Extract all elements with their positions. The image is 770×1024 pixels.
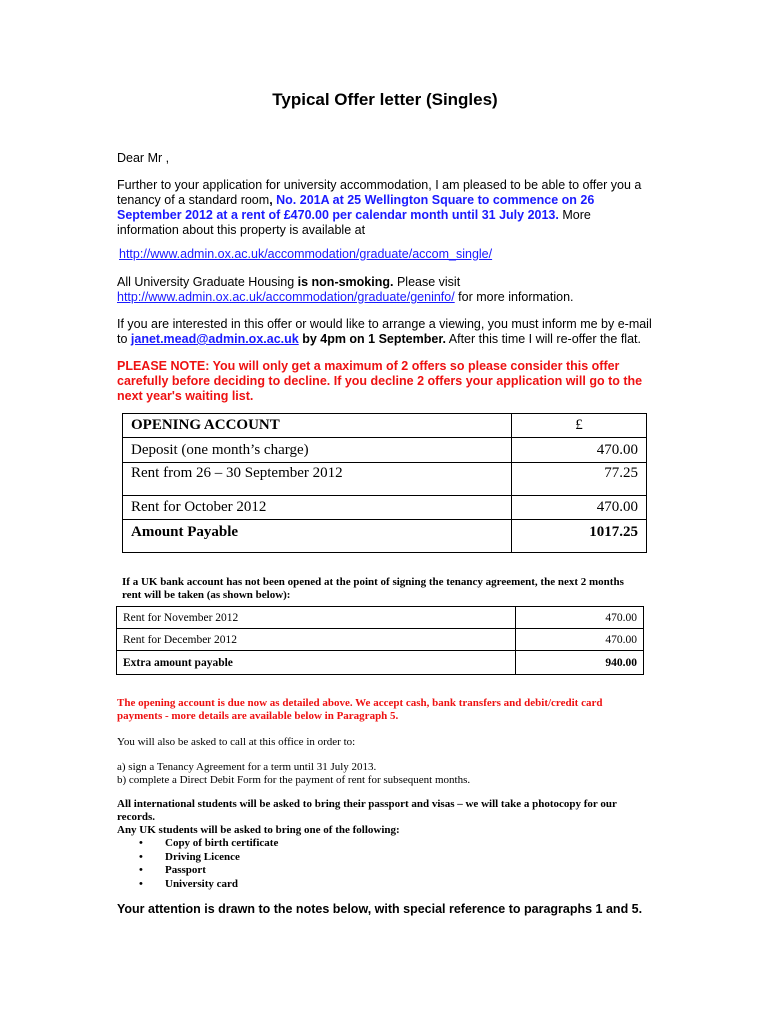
offer-line-4: information about this property is available at (117, 223, 366, 237)
row-amount: 77.25 (512, 463, 647, 496)
viewing-line-1: If you are interested in this offer or would like to arrange a viewing, you must inform me by e-mail (117, 317, 652, 331)
steps-list (117, 761, 677, 787)
table-row (123, 438, 647, 463)
viewing-line-2 (117, 332, 687, 347)
bullet-icon: • (139, 837, 143, 849)
call-office-text: You will also be asked to call at this office in order to: (117, 736, 356, 748)
bring-items-list (117, 837, 517, 891)
offer-room-details: No. 201A at 25 Wellington Square to commence on 26 (272, 193, 595, 207)
non-smoking-bold: is non-smoking. (297, 275, 394, 289)
opening-account-header: OPENING ACCOUNT (123, 414, 512, 438)
salutation: Dear Mr , (117, 151, 170, 165)
viewing-post: After this time I will re-offer the flat. (445, 332, 641, 346)
please-note-line-1: PLEASE NOTE: You will only get a maximum of 2 offers so please consider this offer (117, 359, 620, 373)
row-label: Deposit (one month’s charge) (123, 438, 512, 463)
email-link[interactable]: janet.mead@admin.ox.ac.uk (130, 332, 299, 346)
non-smoking-pre: All University Graduate Housing (117, 275, 298, 289)
row-label: Rent for October 2012 (123, 496, 512, 520)
non-smoking-post: Please visit (393, 275, 461, 289)
bullet-icon: • (139, 864, 143, 876)
opening-account-table (122, 413, 647, 553)
viewing-to: to (117, 332, 131, 346)
offer-line-2-text: tenancy of a standard room (117, 193, 270, 207)
currency-header: £ (512, 414, 647, 438)
geninfo-link[interactable]: http://www.admin.ox.ac.uk/accommodation/graduate/geninfo/ (117, 290, 455, 304)
row-label: Rent for November 2012 (117, 607, 516, 629)
table-total-row (123, 520, 647, 553)
row-amount: 470.00 (512, 438, 647, 463)
step-b: b) complete a Direct Debit Form for the payment of rent for subsequent months. (117, 774, 471, 786)
extra-account-table (116, 606, 644, 675)
list-item (117, 837, 517, 851)
offer-line-3 (117, 208, 677, 223)
intl-line-1: All international students will be asked to bring their passport and visas – we will take a photocopy for our (117, 798, 617, 810)
step-a: a) sign a Tenancy Agreement for a term until 31 July 2013. (117, 761, 377, 773)
row-amount: 470.00 (516, 607, 644, 629)
table-row (117, 629, 644, 651)
viewing-deadline: by 4pm on 1 September. (298, 332, 446, 346)
please-note-line-2: carefully before deciding to decline. If you decline 2 offers your application will go to the (117, 374, 643, 388)
intl-line-2: records. (117, 811, 155, 823)
list-item-text: University card (165, 877, 239, 890)
extra-amount-label: Extra amount payable (117, 651, 516, 675)
table-row (117, 607, 644, 629)
offer-comma: , (269, 193, 273, 207)
non-smoking-line-1 (117, 275, 677, 290)
geninfo-after: for more information. (454, 290, 574, 304)
international-students-note (117, 798, 677, 837)
table-row (123, 463, 647, 496)
list-item (117, 864, 517, 878)
uk-bank-note-line-1: If a UK bank account has not been opened at the point of signing the tenancy agreement, the next 2 months (122, 576, 624, 588)
offer-line-1: Further to your application for university accommodation, I am pleased to be able to offer you a (117, 178, 642, 192)
amount-payable-label: Amount Payable (123, 520, 512, 553)
offer-line-2 (117, 193, 677, 208)
offer-paragraph (117, 178, 677, 238)
row-amount: 470.00 (516, 629, 644, 651)
row-label: Rent for December 2012 (117, 629, 516, 651)
attention-note: Your attention is drawn to the notes below, with special reference to paragraphs 1 and 5. (117, 902, 643, 916)
uk-bank-note (122, 576, 682, 602)
due-note-line-1: The opening account is due now as detailed above. We accept cash, bank transfers and debit/credit card (117, 697, 603, 709)
table-total-row (117, 651, 644, 675)
offer-more-text: More (558, 208, 591, 222)
list-item (117, 851, 517, 865)
due-note (117, 697, 677, 723)
row-label: Rent from 26 – 30 September 2012 (123, 463, 512, 496)
extra-amount-value: 940.00 (516, 651, 644, 675)
list-item (117, 878, 517, 892)
offer-rent-details: September 2012 at a rent of £470.00 per calendar month until 31 July 2013. (117, 208, 559, 222)
viewing-paragraph (117, 317, 687, 347)
list-item-text: Passport (165, 864, 206, 876)
please-note (117, 359, 687, 404)
row-amount: 470.00 (512, 496, 647, 520)
non-smoking-paragraph (117, 275, 677, 305)
table-row (123, 496, 647, 520)
uk-bank-note-line-2: rent will be taken (as shown below): (122, 589, 291, 601)
intl-line-3: Any UK students will be asked to bring one of the following: (117, 824, 400, 836)
table-header-row (123, 414, 647, 438)
list-item-text: Driving Licence (165, 850, 240, 863)
list-item-text: Copy of birth certificate (165, 837, 279, 849)
due-note-line-2: payments - more details are available below in Paragraph 5. (117, 710, 399, 722)
non-smoking-line-2 (117, 290, 677, 305)
page-title: Typical Offer letter (Singles) (272, 90, 498, 109)
amount-payable-value: 1017.25 (512, 520, 647, 553)
accom-single-link[interactable] (119, 247, 492, 262)
bullet-icon: • (139, 877, 143, 890)
accom-single-link-text[interactable]: http://www.admin.ox.ac.uk/accommodation/graduate/accom_single/ (119, 247, 493, 261)
please-note-line-3: next year's waiting list. (117, 389, 254, 403)
bullet-icon: • (139, 850, 143, 863)
